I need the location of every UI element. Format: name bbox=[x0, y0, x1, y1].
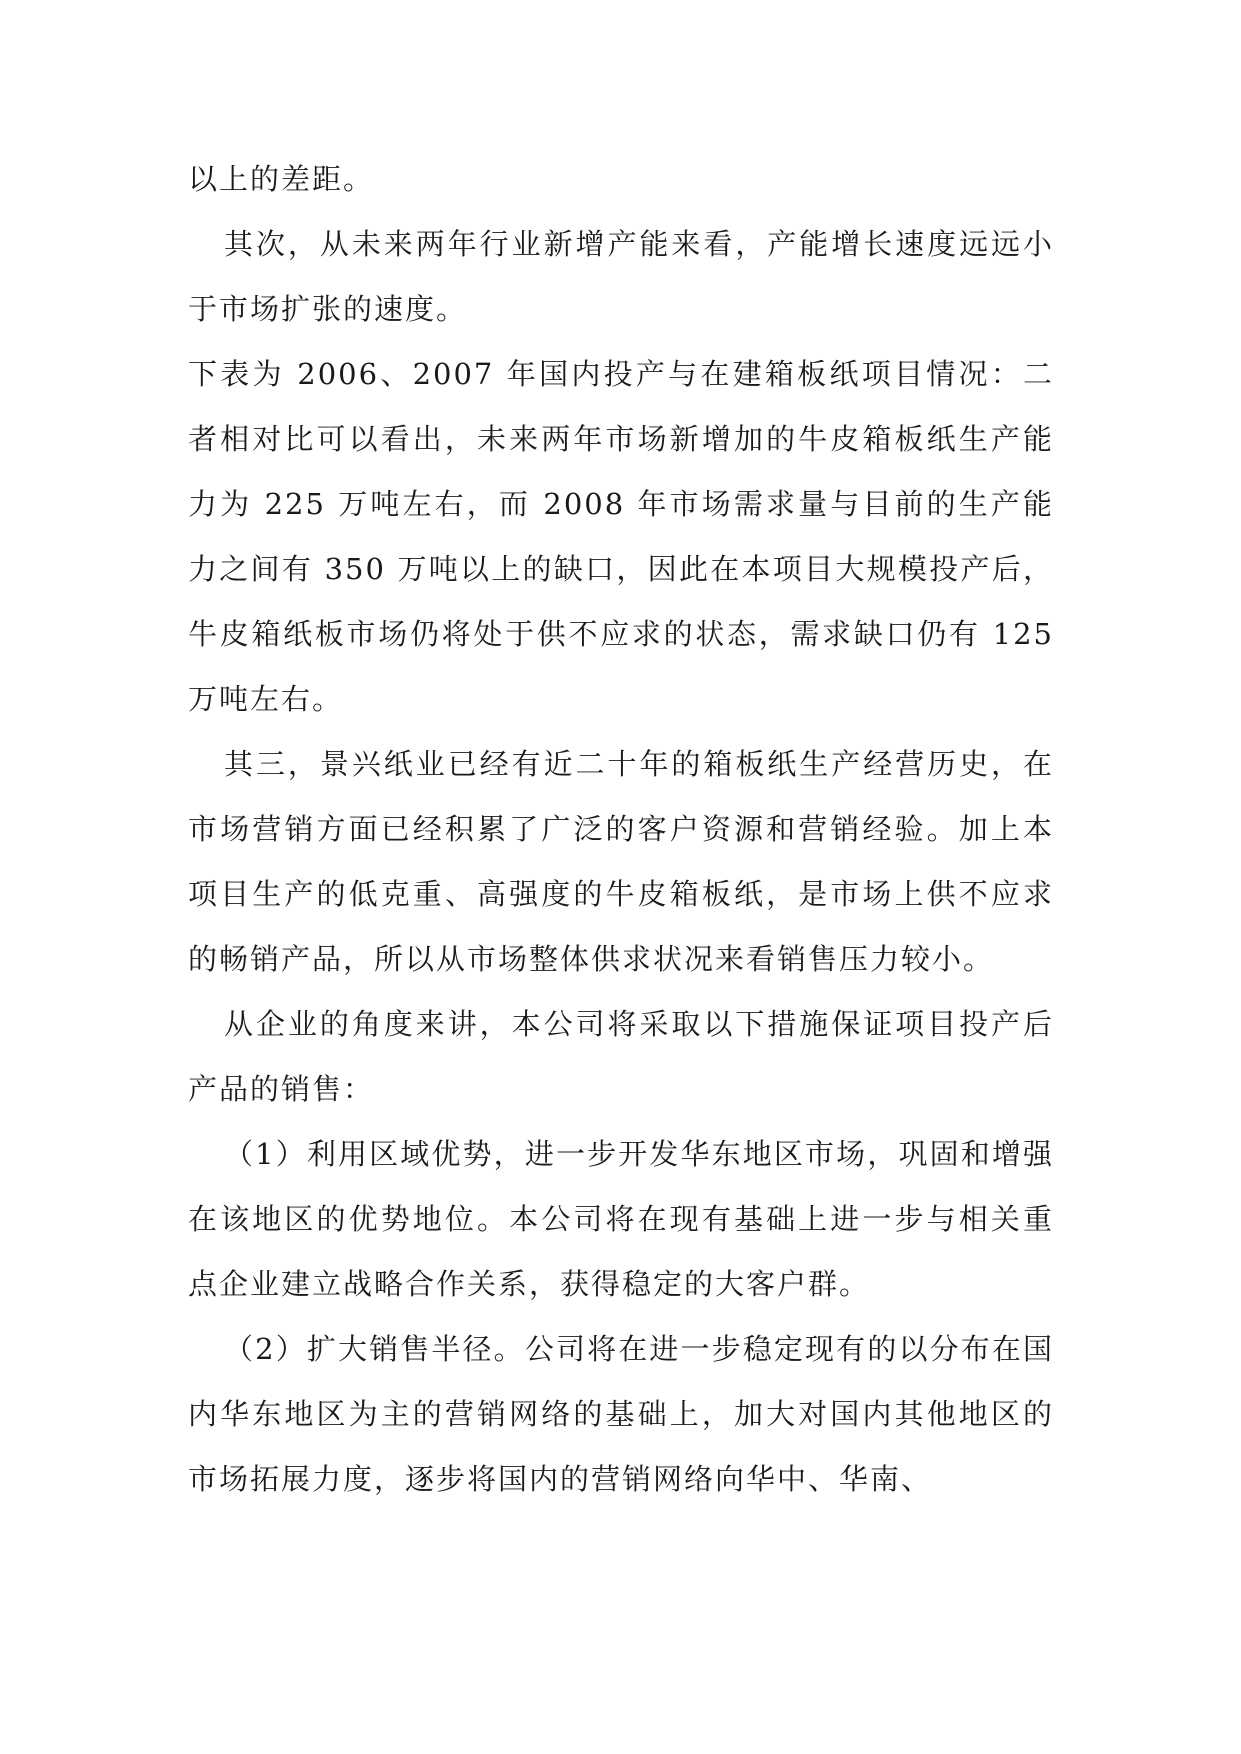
paragraph-2: 其次，从未来两年行业新增产能来看，产能增长速度远远小于市场扩张的速度。 bbox=[188, 227, 1054, 326]
paragraph-3: 下表为 2006、2007 年国内投产与在建箱板纸项目情况：二者相对比可以看出，未来两年市场新增加的牛皮箱板纸生产能力为 225 万吨左右，而 2008 年市场需求量与目前的生产能力之间有 350 万吨以上的缺口，因此在本项目大规模投产后，牛皮箱纸板市场仍将处于供不应求的状态，需求缺口仍有 125 万吨左右。 bbox=[188, 357, 1054, 716]
paragraph-4: 其三，景兴纸业已经有近二十年的箱板纸生产经营历史，在市场营销方面已经积累了广泛的客户资源和营销经验。加上本项目生产的低克重、高强度的牛皮箱板纸，是市场上供不应求的畅销产品，所以从市场整体供求状况来看销售压力较小。 bbox=[188, 747, 1054, 976]
paragraph-1: 以上的差距。 bbox=[188, 162, 375, 196]
paragraph-6: （1）利用区域优势，进一步开发华东地区市场，巩固和增强在该地区的优势地位。本公司将在现有基础上进一步与相关重点企业建立战略合作关系，获得稳定的大客户群。 bbox=[188, 1137, 1054, 1301]
paragraph-7: （2）扩大销售半径。公司将在进一步稳定现有的以分布在国内华东地区为主的营销网络的基础上，加大对国内其他地区的市场拓展力度，逐步将国内的营销网络向华中、华南、 bbox=[188, 1332, 1054, 1496]
paragraph-5: 从企业的角度来讲，本公司将采取以下措施保证项目投产后产品的销售： bbox=[188, 1007, 1054, 1106]
body-text bbox=[188, 147, 1054, 1512]
